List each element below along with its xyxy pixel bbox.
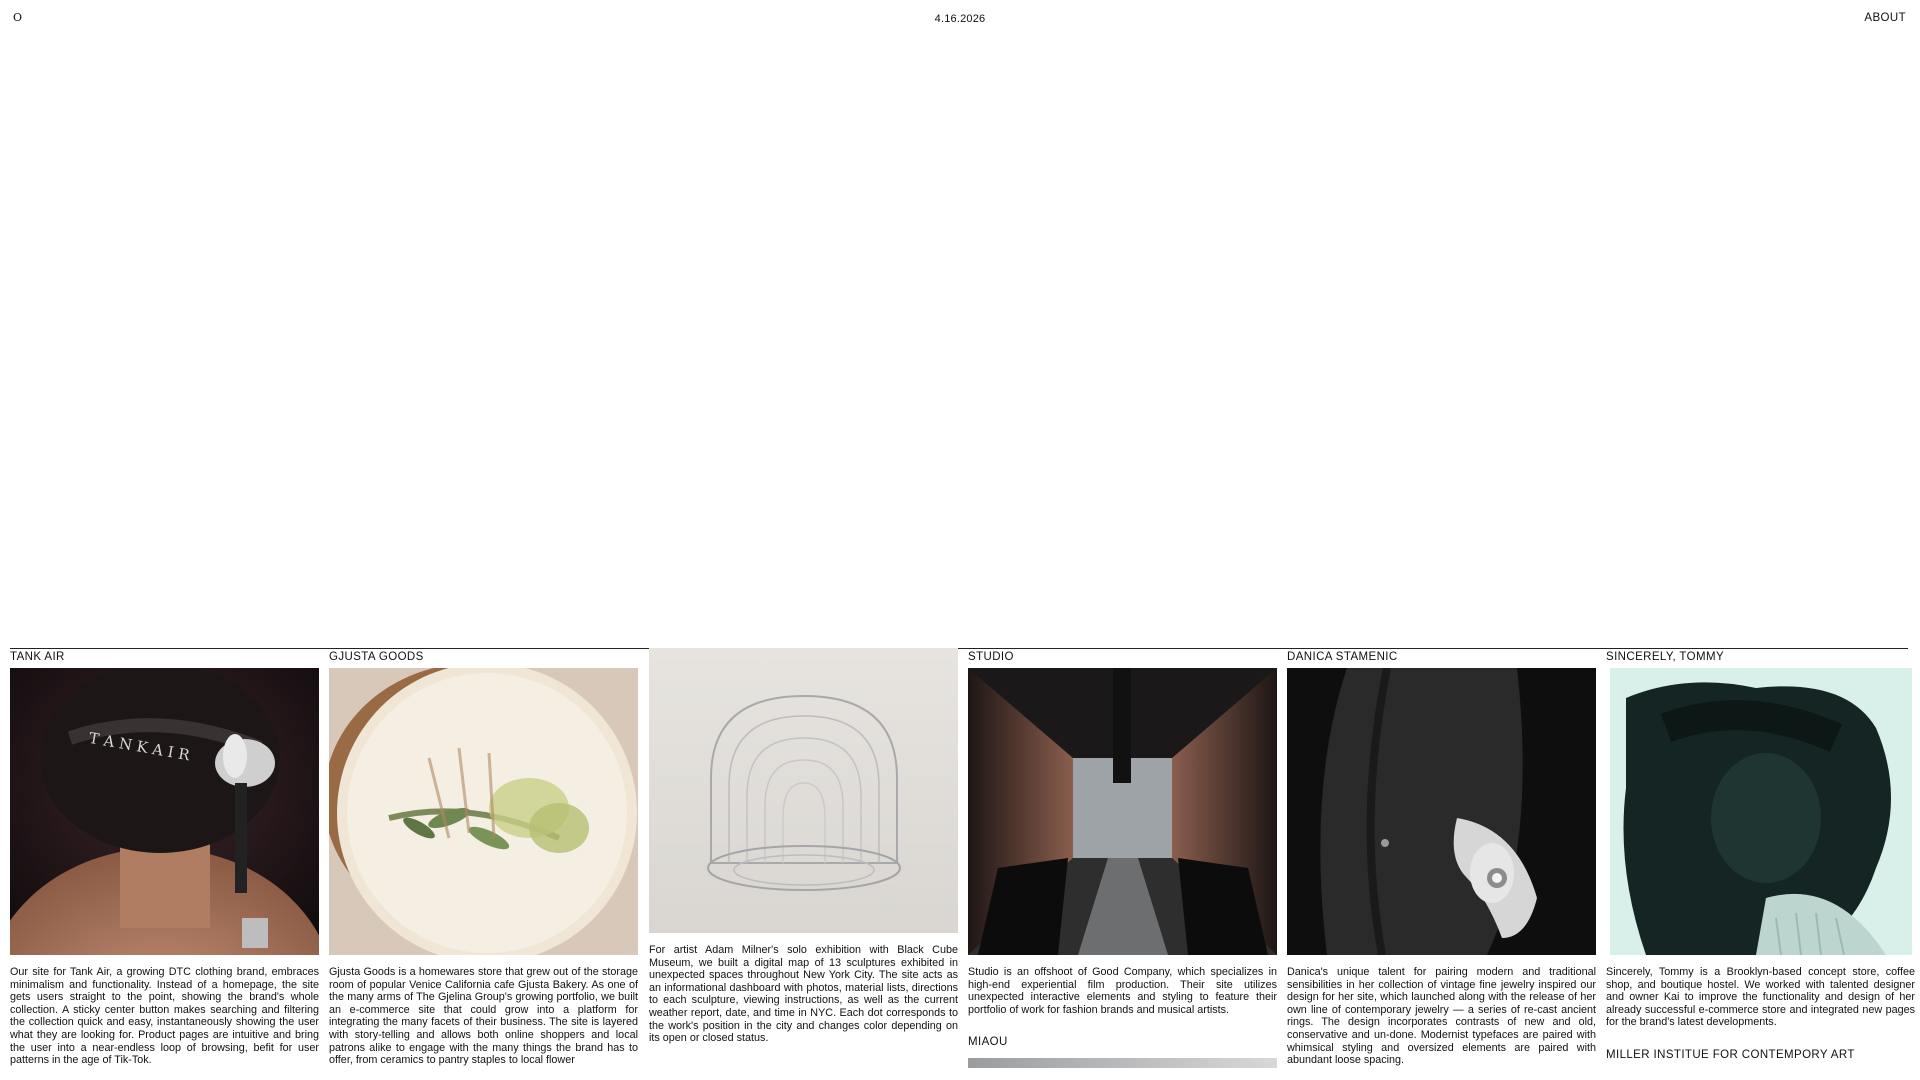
- project-card-sincerely-tommy[interactable]: [1606, 648, 1915, 1061]
- project-card-tank-air[interactable]: [10, 648, 319, 1067]
- studio-runway-hall-image[interactable]: [968, 668, 1277, 955]
- miaou-thumbnail-image[interactable]: [968, 1058, 1277, 1068]
- logo-link[interactable]: O: [13, 11, 23, 24]
- project-card-adam-milner[interactable]: [649, 648, 958, 1045]
- project-card-danica-stamenic[interactable]: [1287, 648, 1596, 1067]
- next-project-title[interactable]: MILLER INSTITUE FOR CONTEMPORY ART: [1606, 1048, 1855, 1061]
- next-project-title[interactable]: MIAOU: [968, 1036, 1008, 1049]
- danica-ring-hand-image[interactable]: [1287, 668, 1596, 955]
- project-description: Danica's unique talent for pairing modern and traditional sensibilities in her collection of vintage fine jewelry inspired our design for her site, which launched along with the release of her own line of contemporary jewelry — a series of re-cast ancient rings. The design incorporates contrasts of new and old, conservative and un-done. Modernist typefaces are paired with whimsical styling and oversized elements are paired with abundant loose spacing.: [1287, 966, 1596, 1067]
- top-bar: [0, 0, 1920, 40]
- project-description: Gjusta Goods is a homewares store that grew out of the storage room of popular Venice California cafe Gjusta Bakery. As one of the many arms of The Gjelina Group's growing portfolio, we built an e-commerce site that could grow into a platform for integrating the many facets of their business. The site is layered with story-telling and allows both online shoppers and local patrons alike to engage with the many things the brand has to offer, from ceramics to pantry staples to local flower: [329, 966, 638, 1067]
- project-description: Studio is an offshoot of Good Company, which specializes in high-end experiential film production. Their site utilizes unexpected interactive elements and styling to feature their portfolio of work for fashion brands and musical artists.: [968, 966, 1277, 1016]
- project-title[interactable]: STUDIO: [968, 651, 1014, 663]
- project-card-studio[interactable]: [968, 648, 1277, 1068]
- project-title[interactable]: GJUSTA GOODS: [329, 651, 424, 663]
- project-card-gjusta-goods[interactable]: [329, 648, 638, 1067]
- svg-text:T A N K A I R: T A N K A I R: [87, 728, 192, 765]
- project-description: For artist Adam Milner's solo exhibition with Black Cube Museum, we built a digital map of 13 sculptures exhibited in unexpected spaces throughout New York City. The site acts as an informational dashboard with photos, material lists, directions to each sculpture, viewing instructions, as well as the current weather report, date, and time in NYC. Each dot corresponds to the work's position in the city and changes color depending on its open or closed status.: [649, 944, 958, 1045]
- gjusta-goods-plate-image[interactable]: [329, 668, 638, 955]
- glass-dome-sculpture-image[interactable]: [649, 648, 958, 933]
- sincerely-tommy-portrait-image[interactable]: [1606, 668, 1915, 955]
- current-date: 4.16.2026: [934, 13, 986, 25]
- project-description: Sincerely, Tommy is a Brooklyn-based concept store, coffee shop, and boutique hostel. We worked with talented designer and owner Kai to improve the functionality and design of her already successful e-commerce store and integrated new pages for the brand's latest developments.: [1606, 966, 1915, 1029]
- about-link[interactable]: ABOUT: [1864, 12, 1906, 24]
- project-title[interactable]: SINCERELY, TOMMY: [1606, 651, 1725, 663]
- tank-air-braided-hair-image[interactable]: [10, 668, 319, 955]
- project-title[interactable]: DANICA STAMENIC: [1287, 651, 1398, 663]
- project-description: Our site for Tank Air, a growing DTC clothing brand, embraces minimalism and functionality. Instead of a homepage, the site gets users straight to the point, showing the brand's whole collection. A sticky center button makes searching and filtering the collection quick and easy, instantaneously showing the user what they are looking for. Product pages are intuitive and bring the user into a near-endless loop of browsing, befit for user patterns in the age of Tik-Tok.: [10, 966, 319, 1067]
- project-title[interactable]: TANK AIR: [10, 651, 65, 663]
